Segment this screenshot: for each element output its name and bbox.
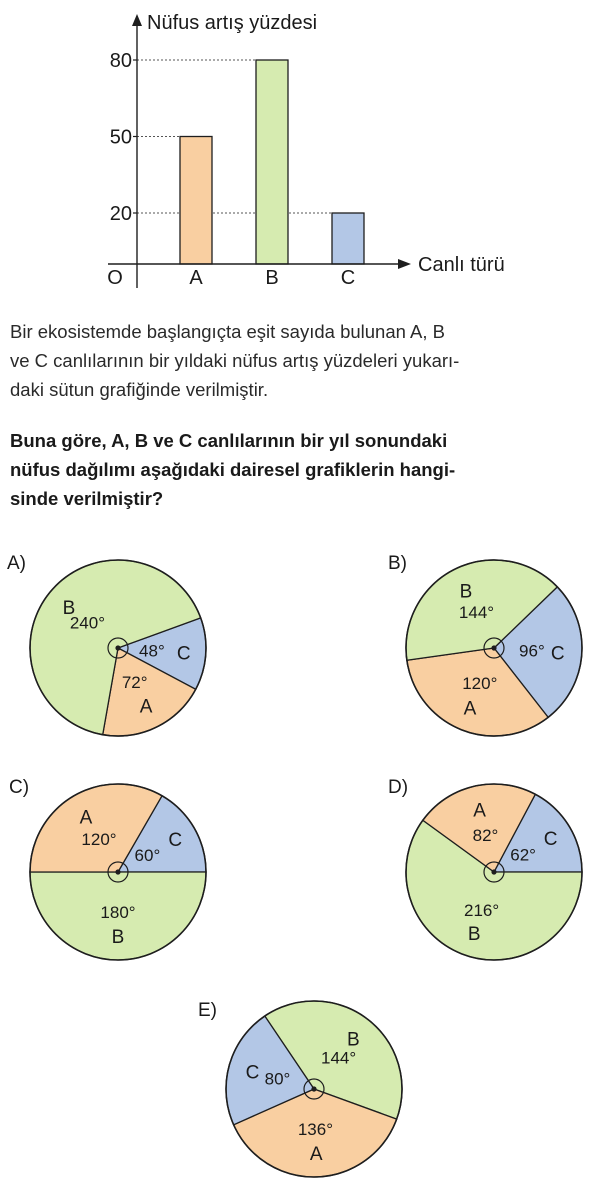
x-tick-label: C: [340, 267, 356, 289]
option-c-pie-chart[interactable]: [18, 772, 218, 972]
y-tick-label: 80: [109, 50, 132, 72]
option-b-pie-chart[interactable]: [394, 548, 594, 748]
slice-name-label: C: [245, 1062, 260, 1084]
question-stem-line-1: Buna göre, A, B ve C canlılarının bir yıl sonundaki: [10, 430, 448, 451]
slice-name-label: B: [111, 927, 125, 948]
x-axis-arrow: [398, 259, 411, 269]
angle-label: 72°: [121, 673, 148, 693]
angle-label: 144°: [321, 1048, 357, 1068]
bar-chart: [0, 0, 594, 300]
slice-name-label: C: [168, 830, 183, 851]
question-intro: [10, 317, 588, 404]
question-stem-line-2: nüfus dağılımı aşağıdaki dairesel grafiklerin hangi-: [10, 459, 456, 480]
pie-center: [115, 645, 120, 650]
y-tick-label: 20: [109, 203, 132, 225]
slice-name-label: B: [62, 597, 76, 619]
angle-label: 80°: [264, 1069, 291, 1089]
pie-center: [491, 645, 496, 650]
angle-label: 180°: [100, 903, 136, 922]
angle-label: 120°: [462, 674, 498, 694]
pie-center: [491, 869, 496, 874]
question-intro-line-2: ve C canlılarının bir yıldaki nüfus artış yüzdeleri yukarı-: [10, 350, 460, 371]
option-e-label[interactable]: E): [198, 1000, 217, 1021]
angle-label: 96°: [519, 641, 545, 661]
slice-name-label: A: [463, 698, 477, 720]
slice-name-label: B: [459, 581, 473, 603]
slice-name-label: A: [473, 800, 486, 822]
slice-name-label: A: [139, 696, 153, 718]
question-stem: [10, 426, 588, 513]
option-d-label[interactable]: D): [388, 777, 409, 798]
origin-label: O: [107, 267, 123, 289]
y-axis-arrow: [132, 14, 142, 26]
x-axis-title: Canlı türü: [418, 254, 505, 276]
slice-name-label: A: [309, 1144, 323, 1165]
option-b-label[interactable]: B): [388, 553, 407, 574]
slice-name-label: B: [467, 923, 481, 945]
slice-name-label: B: [347, 1029, 360, 1051]
option-c-label[interactable]: C): [9, 777, 30, 798]
question-intro-line-1: Bir ekosistemde başlangıçta eşit sayıda bulunan A, B: [10, 321, 446, 342]
question-stem-line-3: sinde verilmiştir?: [10, 488, 164, 509]
slice-name-label: C: [543, 829, 558, 850]
option-d-pie-chart[interactable]: [394, 772, 594, 972]
x-tick-label: A: [189, 267, 203, 289]
question-intro-line-3: daki sütun grafiğinde verilmiştir.: [10, 379, 269, 400]
y-tick-label: 50: [109, 126, 132, 149]
angle-label: 62°: [510, 845, 536, 865]
option-e-pie-chart[interactable]: [214, 989, 414, 1189]
angle-label: 216°: [464, 901, 500, 920]
pie-center: [311, 1086, 316, 1091]
bar: [180, 137, 212, 265]
angle-label: 60°: [134, 846, 161, 865]
pie-center: [115, 869, 120, 874]
bar: [332, 213, 364, 264]
y-axis-title: Nüfus artış yüzdesi: [147, 12, 318, 34]
bar: [256, 60, 288, 264]
x-tick-label: B: [265, 267, 279, 289]
angle-label: 136°: [297, 1120, 333, 1139]
angle-label: 120°: [81, 830, 117, 850]
option-a-label[interactable]: A): [7, 553, 26, 574]
slice-name-label: C: [550, 643, 565, 665]
angle-label: 82°: [472, 826, 499, 845]
option-a-pie-chart[interactable]: [18, 548, 218, 748]
angle-label: 144°: [458, 603, 495, 622]
angle-label: 48°: [139, 641, 165, 661]
angle-label: 240°: [69, 613, 105, 633]
slice-name-label: A: [79, 807, 93, 829]
slice-name-label: C: [176, 643, 191, 665]
